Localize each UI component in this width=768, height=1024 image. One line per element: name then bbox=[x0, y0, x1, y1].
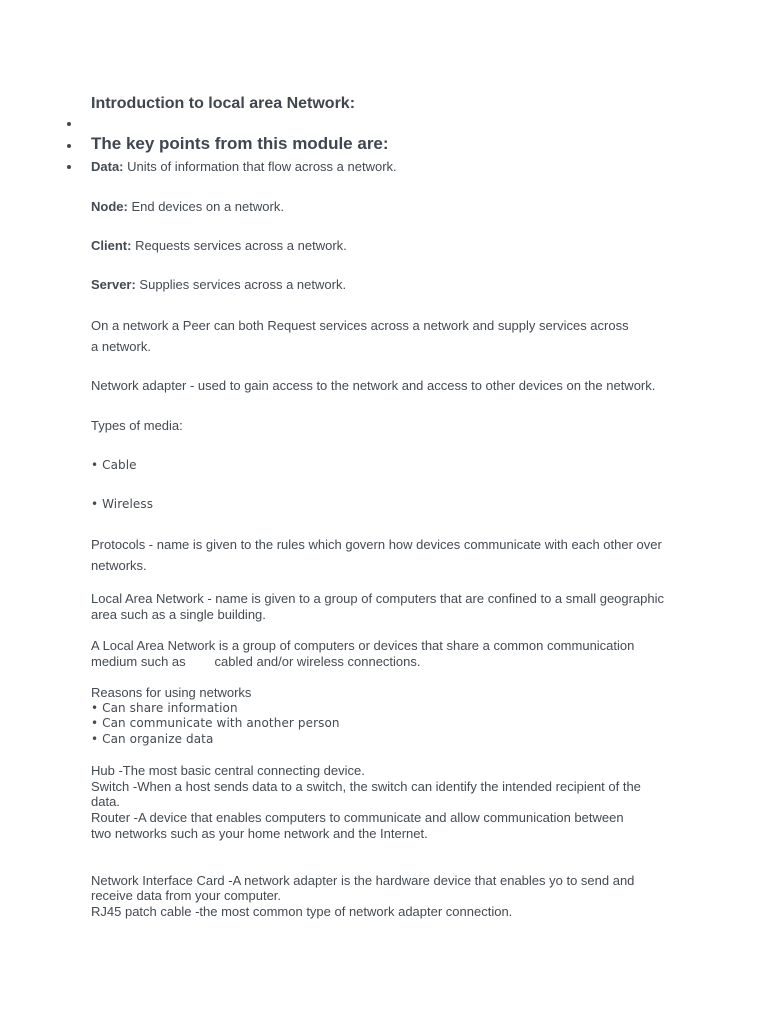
media-item: • Cable bbox=[91, 458, 137, 472]
definition-text: End devices on a network. bbox=[127, 199, 284, 214]
lan-definition-line: Local Area Network - name is given to a group of computers that are confined to a small geographic bbox=[91, 591, 665, 606]
definition-text: Supplies services across a network. bbox=[135, 277, 347, 292]
document-title: Introduction to local area Network: bbox=[91, 95, 356, 112]
lan-description-line: A Local Area Network is a group of computers or devices that share a common communication bbox=[91, 638, 635, 653]
device-line: Switch -When a host sends data to a switch, the switch can identify the intended recipient of the bbox=[91, 779, 641, 794]
definition-term: Client: bbox=[91, 238, 132, 253]
adapter-paragraph: Network adapter - used to gain access to the network and access to other devices on the network. bbox=[91, 378, 656, 393]
protocols-paragraph-line: Protocols - name is given to the rules which govern how devices communicate with each other over bbox=[91, 537, 662, 552]
definition-term: Server: bbox=[91, 277, 136, 292]
reasons-item: • Can share information bbox=[91, 701, 238, 715]
device-line: data. bbox=[91, 794, 120, 809]
definition-term: Data: bbox=[91, 159, 124, 174]
media-heading: Types of media: bbox=[91, 418, 183, 433]
lan-description-line: medium such as cabled and/or wireless connections. bbox=[91, 654, 421, 669]
protocols-paragraph-line: networks. bbox=[91, 558, 147, 573]
bullet-icon bbox=[67, 165, 71, 169]
media-item: • Wireless bbox=[91, 497, 154, 511]
definition-node bbox=[91, 199, 284, 214]
definition-server bbox=[91, 277, 346, 292]
device-line: Hub -The most basic central connecting device. bbox=[91, 763, 365, 778]
reasons-heading: Reasons for using networks bbox=[91, 685, 252, 700]
definition-term: Node: bbox=[91, 199, 128, 214]
bullet-icon bbox=[67, 144, 71, 148]
definition-text: Requests services across a network. bbox=[131, 238, 347, 253]
lan-definition-line: area such as a single building. bbox=[91, 607, 266, 622]
device-line: two networks such as your home network and the Internet. bbox=[91, 826, 428, 841]
nic-line: Network Interface Card -A network adapter is the hardware device that enables yo to send and bbox=[91, 873, 635, 888]
definition-client bbox=[91, 238, 347, 253]
nic-line: receive data from your computer. bbox=[91, 888, 282, 903]
peer-paragraph-line: a network. bbox=[91, 339, 151, 354]
definition-data bbox=[91, 159, 397, 174]
reasons-item: • Can organize data bbox=[91, 732, 214, 746]
nic-line: RJ45 patch cable -the most common type of network adapter connection. bbox=[91, 904, 513, 919]
bullet-icon bbox=[67, 122, 71, 126]
definition-text: Units of information that flow across a network. bbox=[123, 159, 397, 174]
reasons-item: • Can communicate with another person bbox=[91, 716, 340, 730]
section-heading: The key points from this module are: bbox=[91, 134, 389, 153]
device-line: Router -A device that enables computers to communicate and allow communication between bbox=[91, 810, 624, 825]
peer-paragraph-line: On a network a Peer can both Request services across a network and supply services across bbox=[91, 318, 629, 333]
